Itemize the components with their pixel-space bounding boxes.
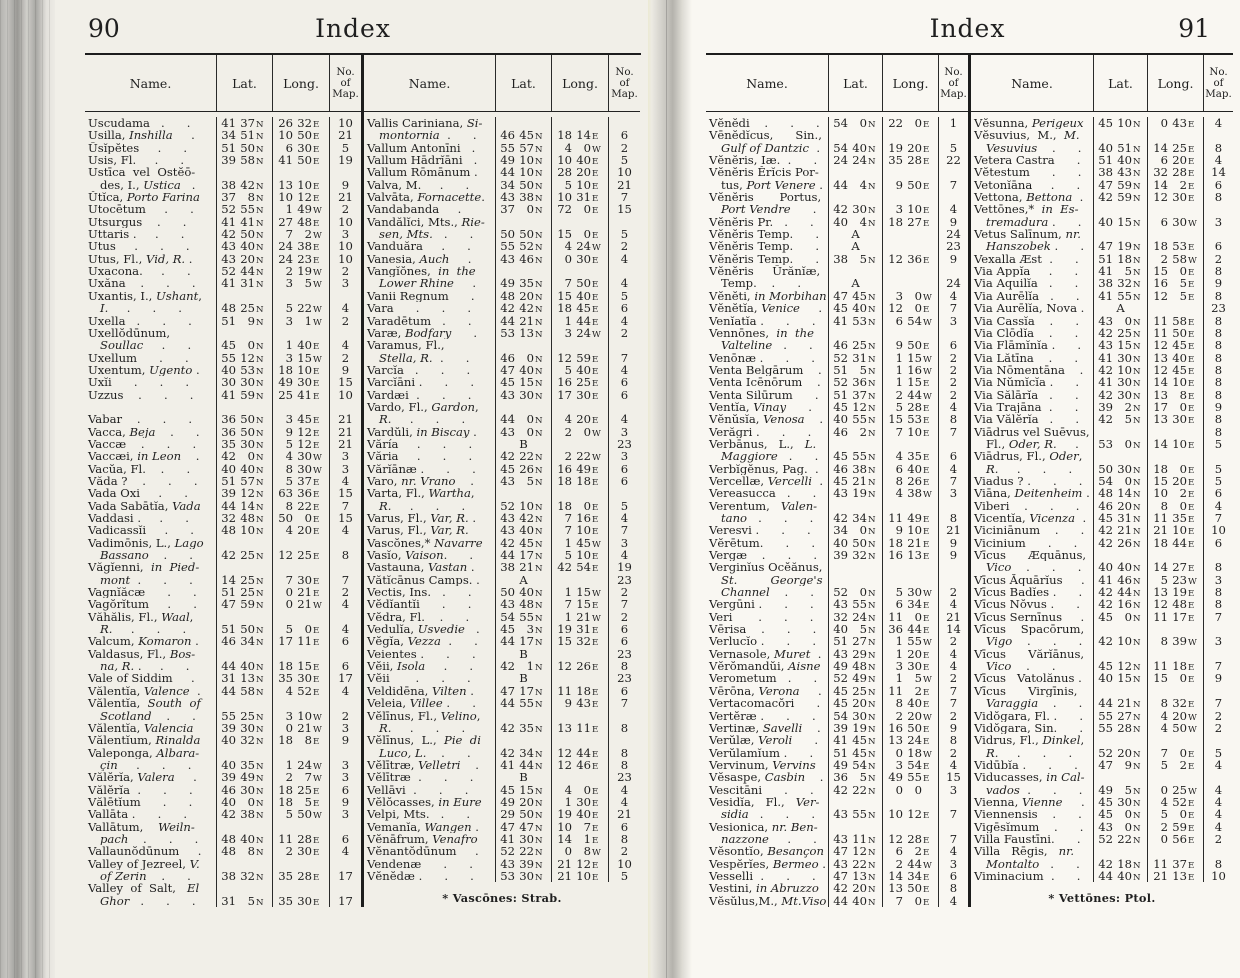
index-row: Vardo, Fl., Gardon, [364,401,640,413]
index-row: Vetonĭāna . . 47 59N 14 2E 6 [971,179,1233,191]
index-row: Utsurgus . . 41 41N 27 48E 10 [85,216,361,228]
index-row: Maggiore . . 45 55N 4 35E 6 [706,450,968,462]
index-row: I. . . . 48 25N 5 22W 4 [85,302,361,314]
index-row: Vigēsĭmum . . 43 0N 2 59E 4 [971,821,1233,833]
index-row: Via Clōdĭa . . 42 25N 11 50E 8 [971,327,1233,339]
index-row: Uxacona. . . 52 44N 2 19W 2 [85,265,361,277]
index-row: Vĕdĭantĭi . . 43 48N 7 15E 7 [364,598,640,610]
index-row: Via Vălĕrĭa . . 42 5N 13 30E 8 [971,413,1233,425]
index-row: Valvāta, Fornacette. 43 38N 10 31E 7 [364,191,640,203]
page-90 [55,0,648,978]
index-row: Vada Sabātĭa, Vada 44 14N 8 22E 7 [85,500,361,512]
index-row: Valley of Salt, El [85,882,361,894]
index-row: Vīcus Virgīnis, [971,685,1233,697]
index-row: Via Nŭmĭcĭa . . 41 30N 14 10E 8 [971,376,1233,388]
index-row: Vēnĕdĭcus, Sin., [706,129,968,141]
index-row: Vexalla Æst . . 51 18N 2 58W 2 [971,253,1233,265]
index-row: Vaddasi . . . 32 48N 50 0E 15 [85,512,361,524]
table-header-row [971,55,1233,112]
index-row: Utus, Fl., Vid, R. . 43 20N 24 23E 10 [85,253,361,265]
index-row: Vĕnĕris Temp. . 38 5N 12 36E 9 [706,253,968,265]
index-row: Vaccæi, in Leon . 42 0N 4 30W 3 [85,450,361,462]
index-row: tremadura . . 40 15N 6 30W 3 [971,216,1233,228]
footnote: * Vettōnes: Ptol. [1048,891,1156,906]
index-row: Vanduăra . . 55 52N 4 24W 2 [364,240,640,252]
index-row: Vendenæ . . 43 39N 21 12E 10 [364,858,640,870]
header-name: Name. [408,75,451,91]
index-row: Villa Faustīni. . 52 22N 0 56E 2 [971,833,1233,845]
index-row: vados . . . 49 5N 0 25W 4 [971,784,1233,796]
index-row: Vardŭli, in Biscay . 43 0N 2 0W 3 [364,426,640,438]
index-row: Vesselli . . . 47 13N 14 34E 6 [706,870,968,882]
index-row: Via Trajāna . . 39 2N 17 0E 9 [971,401,1233,413]
index-row: Uxĭi . . . 30 30N 49 30E 15 [85,376,361,388]
page-header [55,0,648,43]
header-lat: Lat. [1093,55,1147,111]
index-row: Ūsĭpĕtes . . 51 50N 6 30E 5 [85,142,361,154]
index-row: Vĕlīnus, L., Pie di [364,734,640,746]
index-row: Via Lătīna . . 41 30N 13 40E 8 [971,352,1233,364]
index-row: Valdasus, Fl., Bos- [85,648,361,660]
page-91 [692,0,1240,978]
index-row: Varæ, Bodfary . 53 13N 3 24W 2 [364,327,640,339]
index-row: Vesuvius . . 40 51N 14 25E 8 [971,142,1233,154]
index-row: Vertĕræ . . . 54 30N 2 20W 2 [706,710,968,722]
index-column-2 [364,55,640,907]
index-row: Văría . . . B 23 [364,438,640,450]
index-row: Varaggia . . 44 21N 8 32E 7 [971,697,1233,709]
index-row: Uxellum . . 55 12N 3 15W 2 [85,352,361,364]
index-row: Venta Silūrum . 51 37N 2 44W 2 [706,389,968,401]
index-row: Vălĕrĭa, Valera . 39 49N 2 7W 3 [85,771,361,783]
index-row: Vandabanda . 37 0N 72 0E 15 [364,203,640,215]
index-row: Vărĭānæ . . . 45 26N 16 49E 6 [364,463,640,475]
index-row: Veresvi . . . 34 0N 9 10E 21 [706,524,968,536]
index-row: Via Aurēlĭa, Nova . A 23 [971,302,1233,314]
book-page-edges [0,0,58,978]
index-row: Verbĭgĕnus, Pag. . 46 38N 6 40E 4 [706,463,968,475]
index-row: Vīcus Vatolănus . 40 15N 15 0E 9 [971,672,1233,684]
index-row: Via Aquilĭa . . 38 32N 16 5E 9 [971,277,1233,289]
index-row: Vĕlīnus, Fl., Velino, [364,710,640,722]
index-row: Vĕsaspe, Casbin . 36 5N 49 55E 15 [706,771,968,783]
index-row: Vetus Salīnum, nr. [971,228,1233,240]
header-lat: Lat. [216,55,272,111]
index-row: Uxantis, I., Ushant, [85,290,361,302]
index-row: Vĕnĕdæ . . . 53 30N 21 10E 5 [364,870,640,882]
index-row: Viciniānum . . 42 21N 21 10E 10 [971,524,1233,536]
index-row: Uzzus . . . 41 59N 25 41E 10 [85,389,361,401]
index-row: Vara . . . 42 42N 18 45E 6 [364,302,640,314]
index-row: Varta, Fl., Wartha, [364,487,640,499]
page-title: Index [315,14,391,43]
index-rows [971,112,1233,882]
index-row: Vērisa . . . 40 5N 36 44E 14 [706,623,968,635]
index-row: Vĕnĕris Temp. . A 23 [706,240,968,252]
index-row: Vălentĭa, Valence . 44 58N 4 52E 4 [85,685,361,697]
index-row: Vĕlītræ, Velletri . 41 44N 12 46E 8 [364,759,640,771]
index-row: Viberi . . . 46 20N 8 0E 4 [971,500,1233,512]
page-title: Index [929,14,1006,43]
index-row: Vĕsŭlus,M., Mt.Viso 44 40N 7 0E 4 [706,895,968,907]
index-row: mont . . . 14 25N 7 30E 7 [85,574,361,586]
index-row: Vettona, Bettona . 42 59N 12 30E 8 [971,191,1233,203]
index-row: Vĕnĕdi . . . 54 0N 22 0E 1 [706,117,968,129]
index-row: Vallum Rōmānum . 44 10N 28 20E 10 [364,166,640,178]
index-row: Vĕsunna, Perigeux 45 10N 0 43E 4 [971,117,1233,129]
index-row: Vettōnes,* in Es- [971,203,1233,215]
index-row: Vagŏrĭtum . . 47 59N 0 21W 4 [85,598,361,610]
header-long: Long. [1147,55,1203,111]
index-row: tano . . . 42 34N 11 49E 8 [706,512,968,524]
index-row: Vĕnāfrum, Venafro 41 30N 14 1E 8 [364,833,640,845]
index-row: Vergæ . . . 39 32N 16 13E 9 [706,549,968,561]
index-row: Montalto . . 42 18N 11 37E 8 [971,858,1233,870]
index-row: Valley of Jezreel, V. [85,858,361,870]
index-column-1 [85,55,361,907]
header-lat: Lat. [495,55,551,111]
index-row: Uxentum, Ugento . 40 53N 18 10E 9 [85,364,361,376]
index-row: Verginĭus Ocĕănus, [706,561,968,573]
index-row: Vidŏgara, Sin. . 55 28N 4 50W 2 [971,722,1233,734]
index-row: Luco, L. . . 42 34N 12 44E 8 [364,747,640,759]
index-row: Văria . . . 42 22N 2 22W 3 [364,450,640,462]
index-row: Veri . . . 32 24N 11 0E 21 [706,611,968,623]
index-row: Vallaunŏdūnum . 48 8N 2 30E 4 [85,845,361,857]
index-row: sidia . . . 43 55N 10 12E 7 [706,808,968,820]
index-row: Vasĭo, Vaison. . 44 17N 5 10E 4 [364,549,640,561]
index-row: Usis, Fl. . . 39 58N 41 50E 19 [85,154,361,166]
index-row: Viducasses, in Cal- [971,771,1233,783]
index-row: Verbānus, L., L. [706,438,968,450]
index-row: Viennensis . . 45 0N 5 0E 4 [971,808,1233,820]
table-header-row [364,55,640,112]
index-row: Vĕnĕris Portus, [706,191,968,203]
index-row: des, I., Ustica . 38 42N 13 10E 9 [85,179,361,191]
header-name: Name. [1011,75,1053,91]
index-row: Via Appĭa . . 41 5N 15 0E 8 [971,265,1233,277]
index-row: St. George's [706,574,968,586]
index-row [85,401,361,413]
index-row: Vicentĭa, Vicenza . 45 31N 11 35E 7 [971,512,1233,524]
index-row: Vīcus Ăquārĭus . 41 46N 5 23W 3 [971,574,1233,586]
index-row: Via Flāmĭnĭa . . 43 15N 12 45E 8 [971,339,1233,351]
index-row: Vespĕrĭes, Bermeo . 43 22N 2 44W 3 [706,858,968,870]
index-row: Vĕnantŏdūnum . 52 22N 0 8W 2 [364,845,640,857]
index-row: Vĕrētum. . . 40 50N 18 21E 9 [706,537,968,549]
index-row: Verŭlæ, Veroli . 41 45N 13 24E 8 [706,734,968,746]
index-row: Vĕsontĭo, Besançon 47 12N 6 2E 4 [706,845,968,857]
index-row: Utocētum . . 52 55N 1 49W 2 [85,203,361,215]
index-row: Venta Icēnōrum . 52 36N 1 15E 2 [706,376,968,388]
index-row: Varamus, Fl., [364,339,640,351]
index-row: Vidŏgara, Fl. . . 55 27N 4 20W 2 [971,710,1233,722]
index-row: Vanesia, Auch . 43 46N 0 30E 4 [364,253,640,265]
index-row: Vērōna, Verona . 45 25N 11 2E 7 [706,685,968,697]
index-column-2 [971,55,1233,907]
index-row: Văda ? . . . 51 57N 5 37E 4 [85,475,361,487]
index-row: Hanszobek . . 47 19N 18 53E 6 [971,240,1233,252]
index-row: Vervinum, Vervins 49 54N 3 54E 4 [706,759,968,771]
index-row: Vienna, Vienne . 45 30N 4 52E 4 [971,796,1233,808]
index-row: Veleia, Villee . . 44 55N 9 43E 7 [364,697,640,709]
index-row: na, R. . . . 44 40N 18 15E 6 [85,660,361,672]
index-row: montornia . . 46 45N 18 14E 6 [364,129,640,141]
index-row: Văgĭenni, in Pied- [85,561,361,573]
index-row: Uxella . . . 51 9N 3 1W 2 [85,315,361,327]
index-row: Verentum, Valen- [706,500,968,512]
index-row: Vardæi . . . 43 30N 17 30E 6 [364,389,640,401]
index-row: Vīcus Æquānus, [971,549,1233,561]
index-row: Vastauna, Vastan . 38 21N 42 54E 19 [364,561,640,573]
index-row: Vallum Hādrĭāni . 49 10N 10 40E 5 [364,154,640,166]
index-row: Scotland . . 55 25N 3 10W 2 [85,710,361,722]
index-row: Vĕnĕris Ĕrĭcis Por- [706,166,968,178]
index-row: Vernasole, Muret . 43 29N 1 20E 4 [706,648,968,660]
index-row: Vĕnĕris Pr. . . 40 4N 18 27E 9 [706,216,968,228]
index-row: Vidrus, Fl., Dinkel, [971,734,1233,746]
index-row: Vălĕrĭa . . . 46 30N 18 25E 6 [85,784,361,796]
index-row: Vagnĭăcæ . . 51 25N 0 21E 2 [85,586,361,598]
index-row: Viādrus vel Suēvus, 8 [971,426,1233,438]
index-row: Vico . . 45 12N 11 18E 7 [971,660,1233,672]
index-row: Vĕrŏmandŭi, Aisne 49 48N 3 30E 4 [706,660,968,672]
index-row: Vigo . . . 42 10N 8 39W 3 [971,635,1233,647]
header-map: No. of Map. [938,55,968,111]
index-row: Ghor . . . 31 5N 35 30E 17 [85,895,361,907]
index-row: Vadimōnis, L., Lago [85,537,361,549]
index-row: Valteline . . 46 25N 9 50E 6 [706,339,968,351]
index-row: Vĕlītræ . . . B 23 [364,771,640,783]
index-row: Vĕii . . . B 23 [364,672,640,684]
index-row: Bassano . . 42 25N 12 25E 8 [85,549,361,561]
index-row: Vestini, in Abruzzo 42 20N 13 50E 8 [706,882,968,894]
book-gutter [648,0,692,978]
index-row: Vīcus Spacōrum, [971,623,1233,635]
index-rows [364,112,640,882]
index-row: Verŭlamĭum . . 51 45N 0 18W 2 [706,747,968,759]
index-row: Vălentĭa, Valencia 39 30N 0 21W 3 [85,722,361,734]
index-row: Viadus ? . . . 54 0N 15 20E 5 [971,475,1233,487]
index-row: Vemanĭa, Wangen . 47 47N 10 7E 6 [364,821,640,833]
footnote: * Vascōnes: Strab. [442,891,562,906]
index-row: Fl., Oder, R. . 53 0N 14 10E 5 [971,438,1233,450]
index-row: Vĕsuvius, M., M. [971,129,1233,141]
index-row: Vĕnŭsĭa, Venosa . 40 55N 15 53E 8 [706,413,968,425]
index-row: Vale of Siddim . 31 13N 35 30E 17 [85,672,361,684]
index-row: Uxăna . . . 41 31N 3 5W 3 [85,277,361,289]
index-row: Ustīca vel Ostĕō- [85,166,361,178]
index-row: R. . . . 52 10N 18 0E 5 [364,500,640,512]
index-row: Utus . . . 43 40N 24 38E 10 [85,240,361,252]
index-row: Varcĭāni . . . 45 15N 16 25E 6 [364,376,640,388]
index-row: Port Vendre . 42 30N 3 10E 4 [706,203,968,215]
index-row: Vĕnĕti, in Morbihan 47 45N 3 0W 4 [706,290,968,302]
index-row: Vătĭcānus Camps. . A 23 [364,574,640,586]
index-row: pach . . . 48 40N 11 28E 6 [85,833,361,845]
index-row: Veientes . . . B 23 [364,648,640,660]
index-row: Vetera Castra . 51 40N 6 20E 4 [971,154,1233,166]
index-column-1 [706,55,968,907]
index-row: Vīcus Nŏvus . . 42 16N 12 48E 8 [971,598,1233,610]
index-row: R. . . . 50 30N 18 0E 5 [971,463,1233,475]
index-row: Vălentĭum, Rinalda 40 32N 18 8E 9 [85,734,361,746]
index-row: R. . . . 42 35N 13 11E 8 [364,722,640,734]
index-row: Via Cassĭa . . 43 0N 11 58E 8 [971,315,1233,327]
index-row: Viāna, Deitenheim . 48 14N 10 2E 6 [971,487,1233,499]
index-row: Vĕnĕris Ūrănĭæ, [706,265,968,277]
index-row: Vergūni . . . 43 55N 6 34E 4 [706,598,968,610]
index-row: Stella, R. . . 46 0N 12 59E 7 [364,352,640,364]
index-row: R. . . . 44 0N 4 20E 4 [364,413,640,425]
index-row: Varadētum . . 44 21N 1 44E 4 [364,315,640,327]
index-row: Vĕnĕris Temp. . A 24 [706,228,968,240]
index-row: Vennōnes, in the [706,327,968,339]
index-row: Viādrus, Fl., Oder, [971,450,1233,462]
index-table [706,53,1233,907]
index-row: Vesionica, nr. Ben- [706,821,968,833]
index-row: Vangĭŏnes, in the [364,265,640,277]
index-row: Vallātum, Weiln- [85,821,361,833]
index-row: Vertacomacŏri . 45 20N 8 40E 7 [706,697,968,709]
table-header-row [85,55,361,112]
index-row: Vanii Regnum . 48 20N 15 40E 5 [364,290,640,302]
index-row: Vesidĭa, Fl., Ver- [706,796,968,808]
index-row: Vascŏnes,* Navarre 42 45N 1 45W 3 [364,537,640,549]
header-long: Long. [272,55,329,111]
index-row: Vercellæ, Vercelli . 45 21N 8 26E 7 [706,475,968,487]
index-row: Vectis, Ins. . . 50 40N 1 15W 2 [364,586,640,598]
index-row: Uscudama . . 41 37N 26 32E 10 [85,117,361,129]
index-row: Viminacium . . 44 40N 21 13E 10 [971,870,1233,882]
index-row: Ŭtĭca, Porto Farina 37 8N 10 12E 21 [85,191,361,203]
page-number: 91 [1178,14,1210,43]
index-row: Vĕnĕtĭa, Venice . 45 40N 12 0E 7 [706,302,968,314]
index-row: Venta Belgārum . 51 5N 1 16W 2 [706,364,968,376]
index-row: Vallis Cariniana, Si- [364,117,640,129]
index-row: sen, Mts. . . 50 50N 15 0E 5 [364,228,640,240]
index-row: Verometum . . 52 49N 1 5W 2 [706,672,968,684]
index-row: Vĕlŏcasses, in Eure 49 20N 1 30E 4 [364,796,640,808]
index-row: Vico . . . 40 40N 14 27E 8 [971,561,1233,573]
index-row: Venōnæ . . . 52 31N 1 15W 2 [706,352,968,364]
index-row: Vīcus Vărĭānus, [971,648,1233,660]
index-row: Vedulĭa, Usvedie . 45 3N 19 31E 6 [364,623,640,635]
header-lat: Lat. [828,55,882,111]
index-row: Varus, Fl., Var, R. 43 40N 7 10E 7 [364,524,640,536]
index-row: nazzone . . 43 11N 12 28E 7 [706,833,968,845]
index-row: Villa Rēgis, nr. [971,845,1233,857]
index-row: Vadicassĭi . . 48 10N 4 20E 4 [85,524,361,536]
index-row: Vīcus Badĭes . . 42 44N 13 19E 8 [971,586,1233,598]
index-row: Vidūbĭa . . . 47 9N 5 2E 4 [971,759,1233,771]
index-row: Vĕdra, Fl. . . 54 55N 1 21W 2 [364,611,640,623]
header-map: No. of Map. [1203,55,1233,111]
index-row: Vada Oxi . . 39 12N 63 36E 15 [85,487,361,499]
index-row: Channel . . 52 0N 5 30W 2 [706,586,968,598]
header-name: Name. [746,75,788,91]
header-map: No. of Map. [329,55,361,111]
index-table [85,53,641,907]
index-row: Vīcus Sernīnus . 45 0N 11 17E 7 [971,611,1233,623]
index-row: Valeponga, Albara- [85,747,361,759]
table-header-row [706,55,968,112]
index-row: Veldidēna, Vilten . 47 17N 11 18E 6 [364,685,640,697]
header-map: No. of Map. [608,55,640,111]
index-row: Via Nōmentāna . 42 10N 12 45E 8 [971,364,1233,376]
index-row: Vĕii, Isola . . 42 1N 12 26E 8 [364,660,640,672]
index-row: Vacca, Beja . . 36 50N 9 12E 21 [85,426,361,438]
index-row: Verăgri . . . 46 2N 7 10E 7 [706,426,968,438]
index-row: Verlucĭo . . . 51 27N 1 55W 2 [706,635,968,647]
header-name: Name. [129,75,172,91]
index-row: Valcum, Komaron . 46 34N 17 11E 6 [85,635,361,647]
index-row: Venĭatĭa . . . 41 53N 6 54W 3 [706,315,968,327]
index-row: Via Sălārĭa . . 42 30N 13 8E 8 [971,389,1233,401]
index-row: of Zerin . . 38 32N 35 28E 17 [85,870,361,882]
index-row: Vacŭa, Fl. . . 40 40N 8 30W 3 [85,463,361,475]
index-row: Vabar . . . 36 50N 3 45E 21 [85,413,361,425]
index-row: Vălētĭum . . 40 0N 18 5E 9 [85,796,361,808]
index-row: R. . . . 51 50N 5 0E 4 [85,623,361,635]
index-rows [85,112,361,907]
index-row: Varcĭa . . . 47 40N 5 40E 4 [364,364,640,376]
index-row: Vălentĭa, South of [85,697,361,709]
index-row: Văhălis, Fl., Waal, [85,611,361,623]
index-row: Vallum Antonīni . 55 57N 4 0W 2 [364,142,640,154]
index-row: Velpi, Mts. . . 29 50N 19 40E 21 [364,808,640,820]
index-row: Uxellŏdūnum, [85,327,361,339]
index-row: Vallāta . . . 42 38N 5 50W 3 [85,808,361,820]
page-header [692,0,1240,43]
page-number: 90 [88,14,120,43]
index-row: Varus, Fl., Var, R. . 43 42N 7 16E 4 [364,512,640,524]
index-row: R. . . . 52 20N 7 0E 5 [971,747,1233,759]
index-row: Vescitāni . . 42 22N 0 0 3 [706,784,968,796]
index-row: Vicinium . . 42 26N 18 44E 6 [971,537,1233,549]
index-row: Lower Rhine . 49 35N 7 50E 4 [364,277,640,289]
index-row: çin . . . 40 35N 1 24W 3 [85,759,361,771]
header-long: Long. [882,55,938,111]
index-row: Vandălĭci, Mts., Rie- [364,216,640,228]
header-long: Long. [551,55,608,111]
index-row: Vĕnĕris, Iæ. . . 24 24N 35 28E 22 [706,154,968,166]
index-row: Ventĭa, Vinay . 45 12N 5 28E 4 [706,401,968,413]
index-row: Vaccæ . . . 35 30N 5 12E 21 [85,438,361,450]
index-row: Vellāvi . . . 45 15N 4 0E 4 [364,784,640,796]
index-row: Temp. . . A 24 [706,277,968,289]
index-row: Via Aurēlĭa . . 41 55N 12 5E 8 [971,290,1233,302]
index-row: Vĕgĭa, Vezza . . 44 17N 15 32E 6 [364,635,640,647]
index-row: Usilla, Inshilla . 34 51N 10 50E 21 [85,129,361,141]
index-row: Valva, M. . . 34 50N 5 10E 21 [364,179,640,191]
index-row: Gulf of Dantzic . 54 40N 19 20E 5 [706,142,968,154]
index-row: Vertinæ, Savelli . 39 19N 16 50E 9 [706,722,968,734]
index-row: Vereasucca . . 43 19N 4 38W 3 [706,487,968,499]
index-row: Soullac . . 45 0N 1 40E 4 [85,339,361,351]
index-row: Vĕtestum . . 38 43N 32 28E 14 [971,166,1233,178]
index-rows [706,112,968,907]
index-row: Varo, nr. Vrano . 43 5N 18 18E 6 [364,475,640,487]
index-row: Uttaris . . . 42 50N 7 2W 3 [85,228,361,240]
index-row: tus, Port Venere . 44 4N 9 50E 7 [706,179,968,191]
